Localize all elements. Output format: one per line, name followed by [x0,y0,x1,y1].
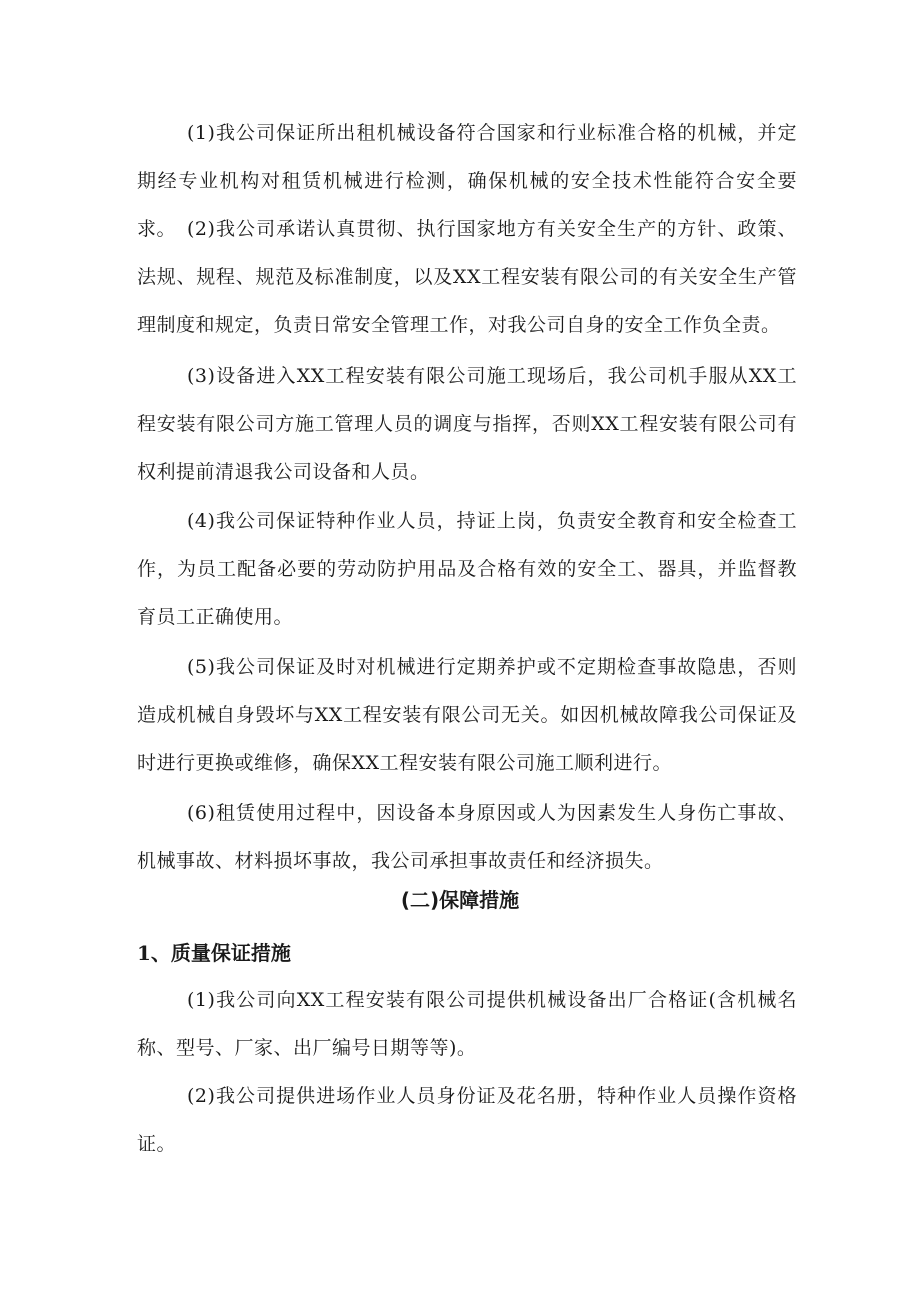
paragraph-5: (5)我公司保证及时对机械进行定期养护或不定期检查事故隐患，否则造成机械自身毁坏与XX工程安装有限公司无关。如因机械故障我公司保证及时进行更换或维修，确保XX工程安装有限公司施工顺利进行。 [137,656,797,774]
paragraph-2: (2)我公司承诺认真贯彻、执行国家地方有关安全生产的方针、政策、法规、规程、规范及标准制度，以及XX工程安装有限公司的有关安全生产管理制度和规定，负责日常安全管理工作，对我公司自身的安全工作负全责。 [137,218,797,336]
sub-paragraph-1: (1)我公司向XX工程安装有限公司提供机械设备出厂合格证(含机械名称、型号、厂家、出厂编号日期等等)。 [137,989,797,1059]
subsection-heading [137,929,797,977]
paragraph-3: (3)设备进入XX工程安装有限公司施工现场后，我公司机手服从XX工程安装有限公司方施工管理人员的调度与指挥，否则XX工程安装有限公司有权利提前清退我公司设备和人员。 [137,365,797,483]
section-heading: (二)保障措施 [400,888,520,912]
sub-paragraph-2: (2)我公司提供进场作业人员身份证及花名册，特种作业人员操作资格证。 [137,1085,797,1155]
subsection-number: 1 [137,941,151,965]
paragraph-1: (1)我公司保证所出租机械设备符合国家和行业标准合格的机械，并定期经专业机构对租赁机械进行检测，确保机械的安全技术性能符合安全要求。 [137,122,797,240]
paragraph-6: (6)租赁使用过程中，因设备本身原因或人为因素发生人身伤亡事故、机械事故、材料损坏事故，我公司承担事故责任和经济损失。 [137,802,797,872]
paragraph-4: (4)我公司保证特种作业人员，持证上岗，负责安全教育和安全检查工作，为员工配备必要的劳动防护用品及合格有效的安全工、器具，并监督教育员工正确使用。 [137,510,797,628]
subsection-title: 、质量保证措施 [150,941,291,965]
